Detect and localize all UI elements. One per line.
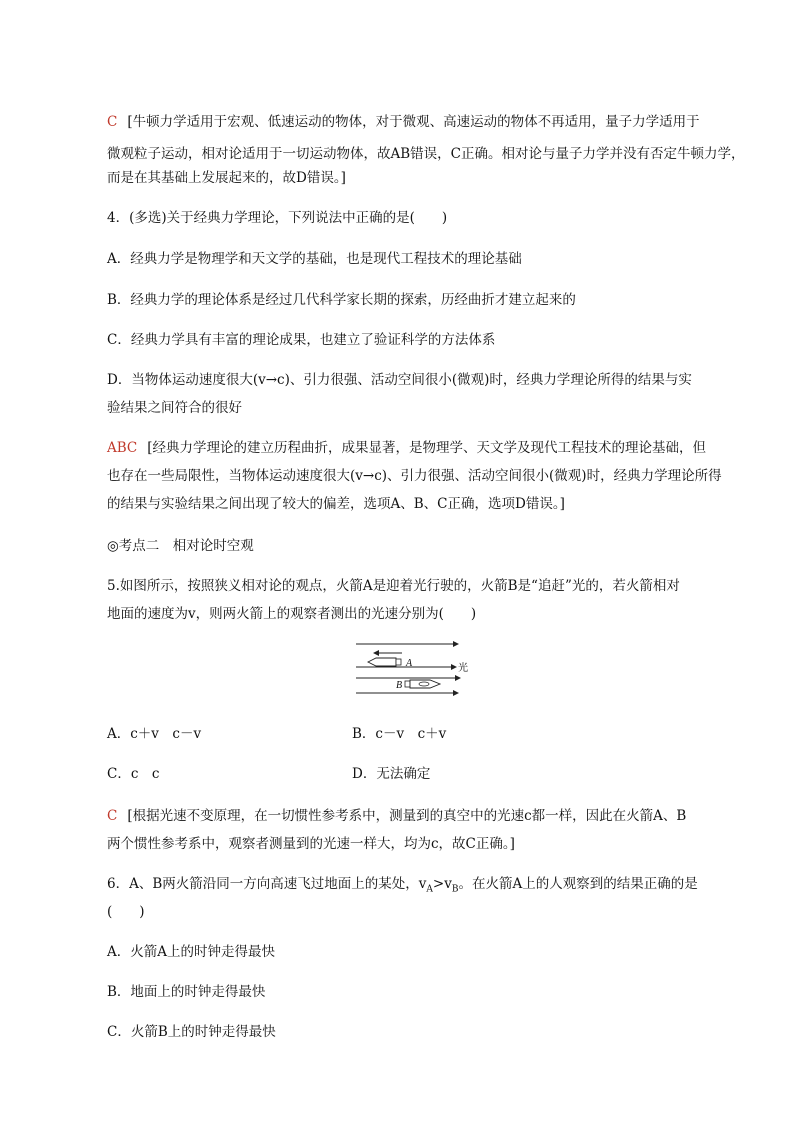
q5-answer: C bbox=[107, 808, 118, 824]
q4-stem: 4．(多选)关于经典力学理论，下列说法中正确的是( ) bbox=[107, 210, 448, 226]
q4-option-a: A．经典力学是物理学和天文学的基础，也是现代工程技术的理论基础 bbox=[107, 251, 522, 267]
q3-explanation-line-2: 微观粒子运动，相对论适用于一切运动物体，故AB错误，C正确。相对论与量子力学并没有否定牛顿力学， bbox=[107, 146, 745, 162]
section-heading: ◎考点二 相对论时空观 bbox=[107, 538, 254, 554]
q6-option-c: C．火箭B上的时钟走得最快 bbox=[107, 1024, 276, 1040]
rocket-a-label: A bbox=[406, 658, 413, 669]
q3-explanation-line-1: C [牛顿力学适用于宏观、低速运动的物体，对于微观、高速运动的物体不再适用，量子力学适用于 bbox=[107, 114, 700, 130]
rocket-a-icon bbox=[368, 658, 401, 666]
q5-option-b: B．c－v c＋v bbox=[352, 726, 447, 742]
q6-stem-line-1: 6．A、B两火箭沿同一方向高速飞过地面上的某处，$v_A>v_B$。在火箭A上的人观察到的结果正确的是 bbox=[107, 876, 698, 895]
q5-option-a: A．c＋v c－v bbox=[107, 726, 202, 742]
q3-answer: C bbox=[107, 114, 118, 130]
q4-explanation-line-2: 也存在一些局限性，当物体运动速度很大(v→c)、引力很强、活动空间很小(微观)时，经典力学理论所得 bbox=[107, 468, 722, 484]
q6-option-b: B．地面上的时钟走得最快 bbox=[107, 984, 266, 1000]
light-label: 光 bbox=[458, 663, 468, 674]
q4-explanation-line-1: ABC [经典力学理论的建立历程曲折，成果显著，是物理学、天文学及现代工程技术的理论基础，但 bbox=[107, 440, 707, 456]
rocket-b-icon bbox=[405, 680, 440, 688]
q5-explanation-line-2: 两个惯性参考系中，观察者测量到的光速一样大，均为c，故C正确。] bbox=[107, 836, 515, 852]
q5-stem-line-1: 5.如图所示，按照狭义相对论的观点，火箭A是迎着光行驶的，火箭B是“追赶”光的，若火箭相对 bbox=[107, 578, 680, 594]
q5-stem-line-2: 地面的速度为v，则两火箭上的观察者测出的光速分别为( ) bbox=[107, 606, 477, 622]
rocket-light-diagram bbox=[352, 638, 474, 698]
q4-answer: ABC bbox=[107, 440, 138, 456]
q4-explanation-line-3: 的结果与实验结果之间出现了较大的偏差，选项A、B、C正确，选项D错误。] bbox=[107, 496, 565, 512]
q4-option-b: B．经典力学的理论体系是经过几代科学家长期的探索，历经曲折才建立起来的 bbox=[107, 292, 576, 308]
q4-option-c: C．经典力学具有丰富的理论成果，也建立了验证科学的方法体系 bbox=[107, 332, 496, 348]
q6-option-a: A．火箭A上的时钟走得最快 bbox=[107, 944, 275, 960]
q3-explanation-line-3: 而是在其基础上发展起来的，故D错误。] bbox=[107, 170, 346, 186]
q5-option-d: D．无法确定 bbox=[352, 766, 431, 782]
q6-stem-line-2: ( ) bbox=[107, 904, 145, 920]
q5-option-c: C．c c bbox=[107, 766, 160, 782]
q5-explanation-line-1: C [根据光速不变原理，在一切惯性参考系中，测量到的真空中的光速c都一样，因此在火箭A、B bbox=[107, 808, 687, 824]
q4-option-d-line-2: 验结果之间符合的很好 bbox=[107, 400, 242, 416]
q4-option-d-line-1: D．当物体运动速度很大(v→c)、引力很强、活动空间很小(微观)时，经典力学理论所得的结果与实 bbox=[107, 372, 692, 388]
rocket-b-label: B bbox=[396, 680, 403, 691]
